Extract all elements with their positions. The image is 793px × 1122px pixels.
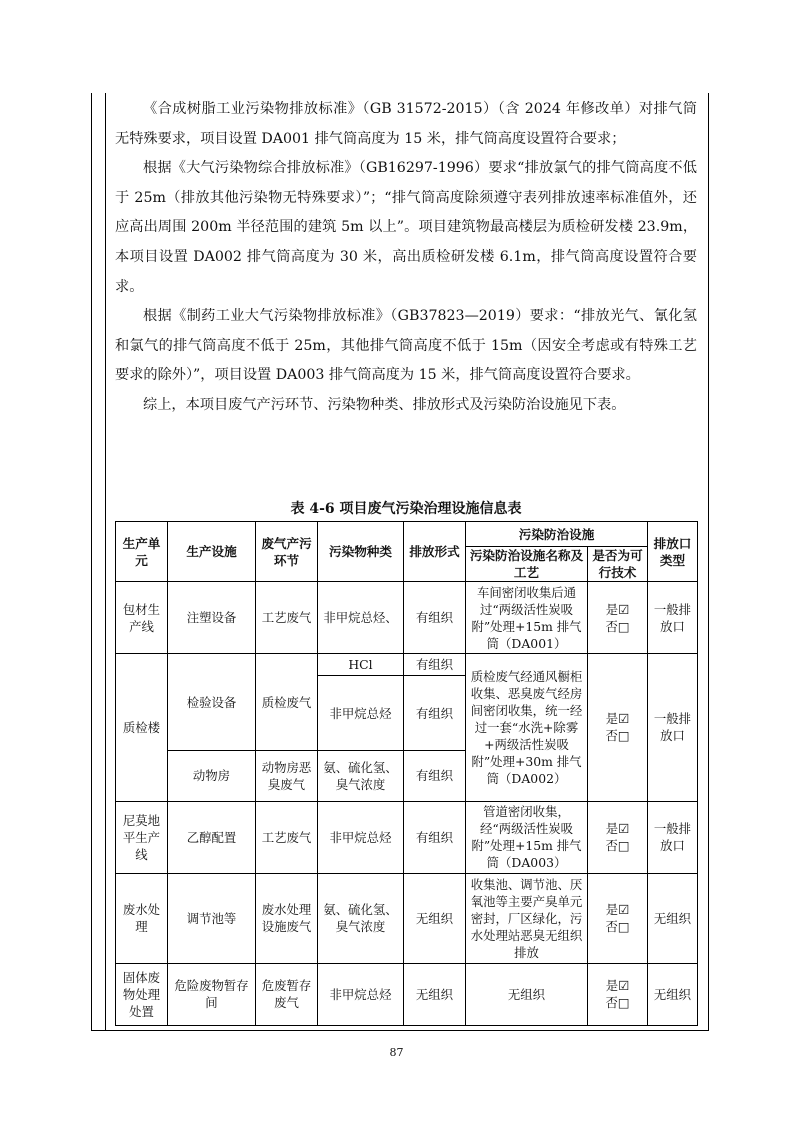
cell-form: 有组织 — [404, 654, 466, 676]
header-link: 废气产污环节 — [256, 522, 318, 582]
page-number: 87 — [389, 1046, 404, 1059]
cell-control: 质检废气经通风橱柜收集、恶臭废气经房间密闭收集，统一经过一套“水洗+除雾+两级活性炭吸附”处理+30m 排气筒（DA002） — [466, 654, 588, 801]
header-feasible: 是否为可行技术 — [588, 547, 648, 582]
cell-facility: 动物房 — [168, 751, 256, 801]
feasible-yes: 是☑ — [605, 601, 630, 617]
table-row — [116, 801, 698, 873]
cell-link: 质检废气 — [256, 654, 318, 751]
cell-form: 有组织 — [404, 676, 466, 751]
cell-form: 有组织 — [404, 751, 466, 801]
header-outlet: 排放口类型 — [648, 522, 698, 582]
table-row — [116, 654, 698, 676]
cell-outlet: 无组织 — [648, 873, 698, 963]
paragraph-2: 根据《大气污染物综合排放标准》（GB16297-1996）要求“排放氯气的排气筒高度不低于 25m（排放其他污染物无特殊要求）”；“排气筒高度除须遵守表列排放速率标准值外，还应高出周围 200m 半径范围的建筑 5m 以上”。项目建筑物最高楼层为质检研发楼 23.9m，本项目设置 DA002 排气筒高度为 30 米，高出质检研发楼 6.1m，排气筒高度设置符合要求。 — [115, 160, 698, 295]
cell-facility: 注塑设备 — [168, 582, 256, 654]
cell-form: 有组织 — [404, 582, 466, 654]
paragraph-4: 综上，本项目废气产污环节、污染物种类、排放形式及污染防治设施见下表。 — [143, 396, 626, 413]
feasible-no: 否□ — [605, 838, 630, 854]
cell-outlet: 一般排放口 — [648, 654, 698, 801]
cell-outlet: 一般排放口 — [648, 582, 698, 654]
cell-feasible — [588, 873, 648, 963]
table-title: 表 4-6 项目废气污染治理设施信息表 — [290, 501, 522, 517]
cell-form: 无组织 — [404, 963, 466, 1025]
table-row — [116, 963, 698, 1025]
cell-link: 工艺废气 — [256, 582, 318, 654]
cell-link: 危废暂存废气 — [256, 963, 318, 1025]
cell-feasible — [588, 963, 648, 1025]
cell-control: 管道密闭收集，经“两级活性炭吸附”处理+15m 排气筒（DA003） — [466, 801, 588, 873]
cell-outlet: 一般排放口 — [648, 801, 698, 873]
cell-pollutant: 非甲烷总烃 — [318, 963, 404, 1025]
feasible-yes: 是☑ — [605, 711, 630, 727]
cell-control: 无组织 — [466, 963, 588, 1025]
cell-pollutant: HCl — [318, 654, 404, 676]
cell-feasible — [588, 654, 648, 801]
cell-link: 废水处理设施废气 — [256, 873, 318, 963]
feasible-no: 否□ — [605, 728, 630, 744]
cell-link: 工艺废气 — [256, 801, 318, 873]
cell-facility: 调节池等 — [168, 873, 256, 963]
feasible-no: 否□ — [605, 618, 630, 634]
feasible-no: 否□ — [605, 919, 630, 935]
feasible-yes: 是☑ — [605, 821, 630, 837]
cell-unit: 固体废物处理处置 — [116, 963, 168, 1025]
cell-feasible — [588, 582, 648, 654]
cell-unit: 质检楼 — [116, 654, 168, 801]
feasible-yes: 是☑ — [605, 978, 630, 994]
cell-pollutant: 氨、硫化氢、臭气浓度 — [318, 751, 404, 801]
header-control-group: 污染防治设施 — [466, 522, 648, 547]
cell-feasible — [588, 801, 648, 873]
cell-pollutant: 氨、硫化氢、臭气浓度 — [318, 873, 404, 963]
pollution-control-table — [115, 521, 698, 1026]
paragraph-3: 根据《制药工业大气污染物排放标准》（GB37823—2019）要求：“排放光气、氰化氢和氯气的排气筒高度不低于 25m，其他排气筒高度不低于 15m（因安全考虑或有特殊工艺要求的除外）”，项目设置 DA003 排气筒高度为 15 米，排气筒高度设置符合要求。 — [115, 308, 697, 384]
header-control-name: 污染防治设施名称及工艺 — [466, 547, 588, 582]
feasible-no: 否□ — [605, 995, 630, 1011]
cell-control: 收集池、调节池、厌氧池等主要产臭单元密封，厂区绿化，污水处理站恶臭无组织排放 — [466, 873, 588, 963]
cell-facility: 检验设备 — [168, 654, 256, 751]
header-facility: 生产设施 — [168, 522, 256, 582]
cell-facility: 危险废物暂存间 — [168, 963, 256, 1025]
cell-form: 有组织 — [404, 801, 466, 873]
cell-pollutant: 非甲烷总烃 — [318, 676, 404, 751]
table-row — [116, 582, 698, 654]
cell-pollutant: 非甲烷总烃 — [318, 801, 404, 873]
feasible-yes: 是☑ — [605, 902, 630, 918]
cell-link: 动物房恶臭废气 — [256, 751, 318, 801]
header-form: 排放形式 — [404, 522, 466, 582]
cell-unit: 尼莫地平生产线 — [116, 801, 168, 873]
cell-unit: 包材生产线 — [116, 582, 168, 654]
cell-pollutant: 非甲烷总烃、 — [318, 582, 404, 654]
header-unit: 生产单元 — [116, 522, 168, 582]
table-row — [116, 873, 698, 963]
cell-outlet: 无组织 — [648, 963, 698, 1025]
page-frame-inner-line — [105, 93, 106, 1030]
paragraph-1: 《合成树脂工业污染物排放标准》（GB 31572-2015）（含 2024 年修改单）对排气筒无特殊要求，项目设置 DA001 排气筒高度为 15 米，排气筒高度设置符合要求； — [115, 101, 697, 147]
cell-form: 无组织 — [404, 873, 466, 963]
cell-facility: 乙醇配置 — [168, 801, 256, 873]
body-text — [115, 95, 697, 421]
cell-unit: 废水处理 — [116, 873, 168, 963]
header-pollutant: 污染物种类 — [318, 522, 404, 582]
cell-control: 车间密闭收集后通过“两级活性炭吸附”处理+15m 排气筒（DA001） — [466, 582, 588, 654]
